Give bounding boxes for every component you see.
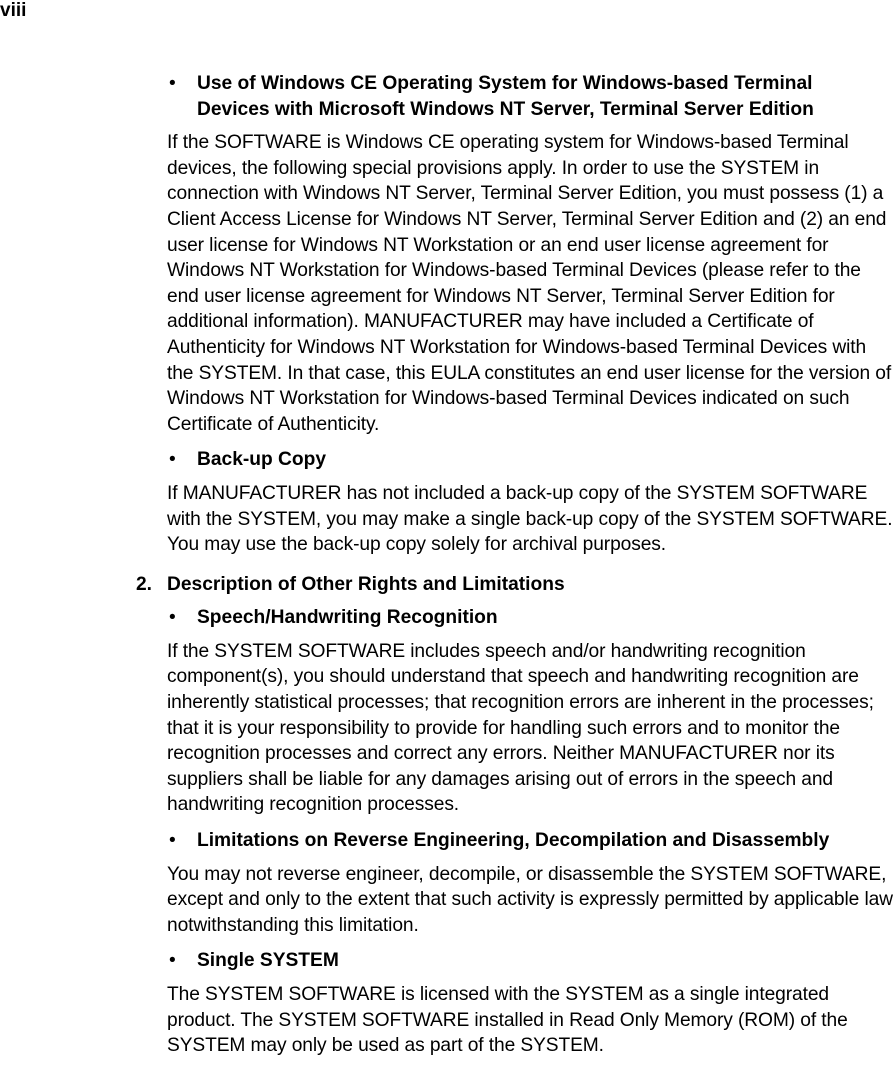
section-title: Description of Other Rights and Limitations [167,573,565,595]
heading-text: Speech/Handwriting Recognition [197,607,498,629]
bullet-heading-single-system [169,948,887,974]
page-number: viii [0,0,27,21]
bullet-icon: • [169,830,176,852]
bullet-heading-reverse-engineering [169,828,887,854]
bullet-icon: • [169,449,176,471]
heading-text: Limitations on Reverse Engineering, Decompilation and Disassembly [197,830,830,852]
bullet-icon: • [169,950,176,972]
heading-text: Use of Windows CE Operating System for Windows-based Terminal Devices with Microsoft Windows NT Server, Terminal Server Edition [197,73,814,120]
document-body [0,71,894,1059]
heading-text: Back-up Copy [197,449,327,471]
section-number: 2. [136,573,153,595]
section-heading-other-rights [136,572,894,598]
paragraph-single-system: The SYSTEM SOFTWARE is licensed with the SYSTEM as a single integrated product. The SYSTEM SOFTWARE installed in Read Only Memory (ROM) of the SYSTEM may only be used as part of the SYSTEM. [167,984,848,1057]
bullet-heading-speech-recognition [169,605,887,631]
paragraph-windows-ce: If the SOFTWARE is Windows CE operating system for Windows-based Terminal devices, the following special provisions apply. In order to use the SYSTEM in connection with Windows NT Server, Terminal Server Edition, you must possess (1) a Client Access License for Windows NT Server, Terminal Server Edition and (2) an end user license for Windows NT Workstation or an end user license agreement for Windows NT Workstation for Windows-based Terminal Devices (please refer to the end user license agreement for Windows NT Server, Terminal Server Edition for additional information). MANUFACTURER may have included a Certificate of Authenticity for Windows NT Workstation for Windows-based Terminal Devices with the SYSTEM. In that case, this EULA constitutes an end user license for the version of Windows NT Workstation for Windows-based Terminal Devices indicated on such Certificate of Authenticity. [167,132,892,435]
heading-text: Single SYSTEM [197,950,339,972]
paragraph-backup-copy: If MANUFACTURER has not included a back-up copy of the SYSTEM SOFTWARE with the SYSTEM, you may make a single back-up copy of the SYSTEM SOFTWARE. You may use the back-up copy solely for archival purposes. [167,482,893,556]
bullet-heading-windows-ce [169,71,887,122]
bullet-icon: • [169,607,176,629]
bullet-icon: • [169,73,176,94]
paragraph-reverse-engineering: You may not reverse engineer, decompile, or disassemble the SYSTEM SOFTWARE, except and only to the extent that such activity is expressly permitted by applicable law notwithstanding this limitation. [167,863,893,936]
paragraph-speech-recognition: If the SYSTEM SOFTWARE includes speech and/or handwriting recognition component(s), you should understand that speech and handwriting recognition are inherently statistical processes; that recognition errors are inherent in the processes; that it is your responsibility to provide for handling such errors and to monitor the recognition processes and correct any errors. Neither MANUFACTURER nor its suppliers shall be liable for any damages arising out of errors in the speech and handwriting recognition processes. [167,640,874,816]
bullet-heading-backup-copy [169,447,887,473]
